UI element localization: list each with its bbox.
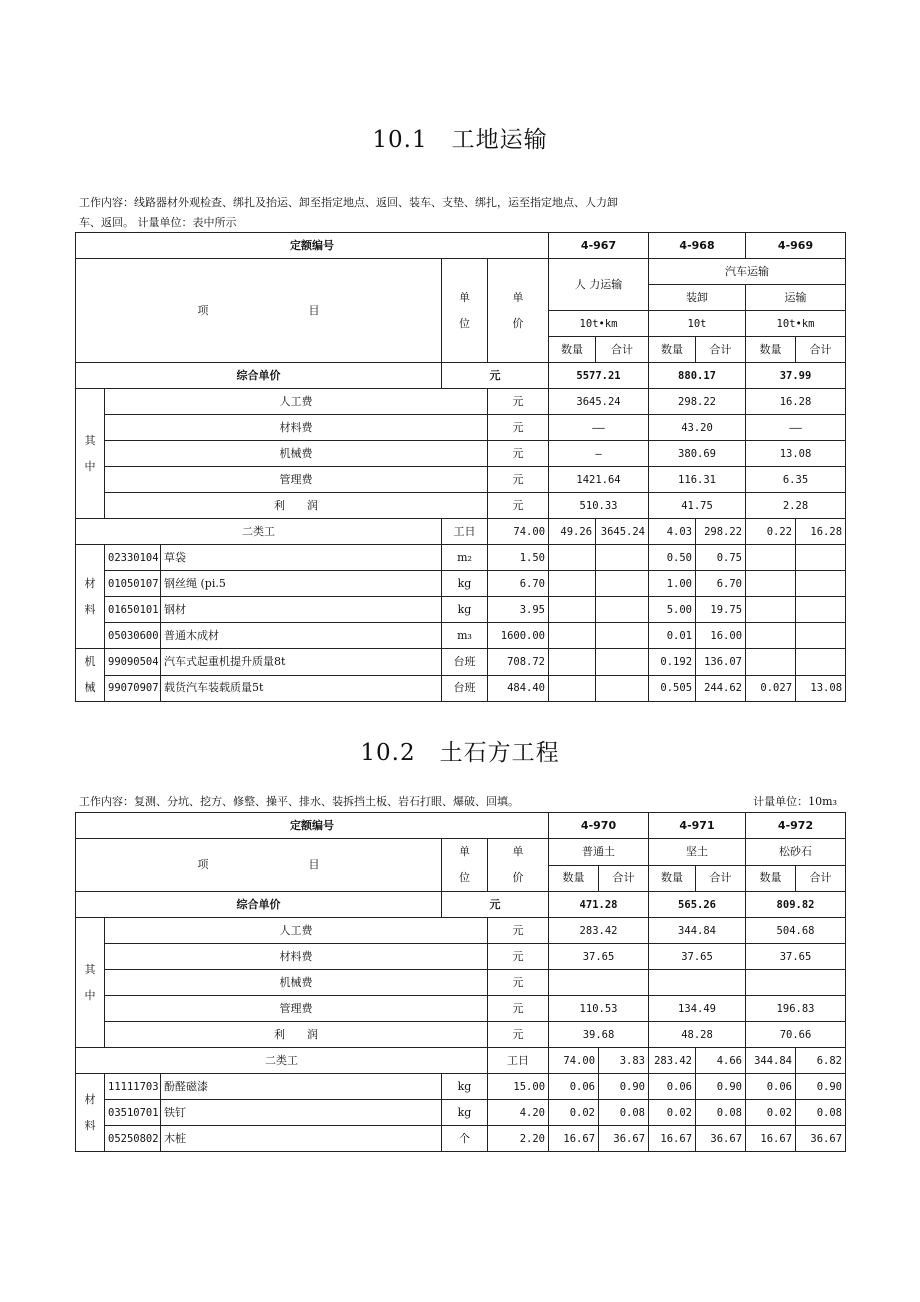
price-header-a: 单 (512, 290, 524, 304)
cost-col1: 3645.24 (549, 389, 649, 415)
cost-label: 人工费 (105, 918, 488, 944)
sum-header: 合计 (596, 337, 649, 363)
material-sum-1: 0.08 (599, 1100, 649, 1126)
machinery-label (76, 649, 105, 702)
machine-code: 99070907 (105, 675, 161, 702)
machine-sum-2: 136.07 (696, 649, 746, 676)
sum-header: 合计 (796, 337, 846, 363)
material-qty-1 (549, 597, 596, 623)
cost-label: 利 润 (105, 1022, 488, 1048)
item-header: 项 目 (76, 259, 442, 363)
unit-col2: 10t (649, 311, 746, 337)
material-qty-3: 0.06 (746, 1074, 796, 1100)
qty-header: 数量 (549, 337, 596, 363)
item-header: 项 目 (76, 839, 442, 892)
cost-col3: 70.66 (746, 1022, 846, 1048)
machine-sum-2: 244.62 (696, 675, 746, 702)
material-sum-3 (796, 623, 846, 649)
labor-label: 二类工 (76, 519, 442, 545)
quota-code-header: 定额编号 (76, 813, 549, 839)
machine-qty-2: 0.192 (649, 649, 696, 676)
cost-col3: 16.28 (746, 389, 846, 415)
labor-price: 74.00 (488, 519, 549, 545)
material-name: 钢材 (161, 597, 442, 623)
machine-unit: 台班 (442, 649, 488, 676)
machine-qty-2: 0.505 (649, 675, 696, 702)
labor-qty-3: 0.22 (746, 519, 796, 545)
material-sum-2: 6.70 (696, 571, 746, 597)
material-sum-3 (796, 597, 846, 623)
machinery-label-a: 机 (84, 655, 96, 668)
cost-col2 (649, 970, 746, 996)
quota-code-header: 定额编号 (76, 233, 549, 259)
machine-sum-3 (796, 649, 846, 676)
material-qty-1 (549, 545, 596, 571)
total-price-col3: 37.99 (746, 363, 846, 389)
labor-sum-3: 16.28 (796, 519, 846, 545)
transport-header: 运输 (746, 285, 846, 311)
material-sum-2: 19.75 (696, 597, 746, 623)
machine-code: 99090504 (105, 649, 161, 676)
labor-qty-3: 6.82 (796, 1048, 846, 1074)
of-which-b: 中 (84, 459, 96, 473)
cost-label: 材料费 (105, 944, 488, 970)
material-name: 酚醛磁漆 (161, 1074, 442, 1100)
unit-col3: 10t•km (746, 311, 846, 337)
section-title-transport: 10.1 工地运输 (372, 127, 548, 153)
material-price: 2.20 (488, 1126, 549, 1152)
machine-qty-3 (746, 649, 796, 676)
machine-price: 484.40 (488, 675, 549, 702)
loading-header: 装卸 (649, 285, 746, 311)
of-which-a: 其 (84, 433, 96, 447)
quota-code-col2: 4-968 (649, 233, 746, 259)
material-sum-1 (596, 571, 649, 597)
truck-transport-header: 汽车运输 (649, 259, 846, 285)
price-header-a: 单 (512, 845, 524, 858)
cost-col2: 37.65 (649, 944, 746, 970)
machine-qty-1 (549, 675, 596, 702)
material-qty-3 (746, 623, 796, 649)
cost-col1: 39.68 (549, 1022, 649, 1048)
cost-unit: 元 (488, 493, 549, 519)
material-name: 钢丝绳 (pi.5 (161, 571, 442, 597)
labor-qty-1: 3.83 (599, 1048, 649, 1074)
of-which-label (76, 918, 105, 1048)
cost-col2: 380.69 (649, 441, 746, 467)
material-sum-1 (596, 597, 649, 623)
total-price-unit: 元 (442, 363, 549, 389)
material-price: 6.70 (488, 571, 549, 597)
total-price-label: 综合单价 (76, 892, 442, 918)
cost-label: 管理费 (105, 467, 488, 493)
quota-code-col1: 4-970 (549, 813, 649, 839)
cost-label: 材料费 (105, 415, 488, 441)
soil-type-3: 松砂石 (746, 839, 846, 866)
cost-col3: 6.35 (746, 467, 846, 493)
total-price-unit: 元 (442, 892, 549, 918)
of-which-a: 其 (84, 962, 96, 976)
materials-label-b: 料 (84, 1118, 96, 1132)
labor-qty-2: 4.03 (649, 519, 696, 545)
cost-col2: 298.22 (649, 389, 746, 415)
labor-unit: 工日 (442, 519, 488, 545)
material-unit: kg (442, 1100, 488, 1126)
labor-label: 二类工 (76, 1048, 488, 1074)
material-sum-1: 36.67 (599, 1126, 649, 1152)
work-content-line-2: 车、返回。 计量单位：表中所示 (79, 216, 237, 229)
total-price-col3: 809.82 (746, 892, 846, 918)
cost-unit: 元 (488, 467, 549, 493)
cost-col3: 504.68 (746, 918, 846, 944)
measure-unit-earthwork: 计量单位：10m₃ (753, 795, 837, 808)
cost-col2: 344.84 (649, 918, 746, 944)
material-qty-1: 0.06 (549, 1074, 599, 1100)
cost-col3: 2.28 (746, 493, 846, 519)
labor-sum-1: 283.42 (649, 1048, 696, 1074)
total-price-col2: 880.17 (649, 363, 746, 389)
work-content-line-1: 工作内容：线路器材外观检查、绑扎及抬运、卸至指定地点、返回、装车、支垫、绑扎，运至指定地点、人力卸 (79, 196, 618, 209)
sum-header: 合计 (796, 865, 846, 892)
material-qty-2: 0.06 (649, 1074, 696, 1100)
cost-label: 机械费 (105, 970, 488, 996)
material-qty-3: 0.02 (746, 1100, 796, 1126)
material-sum-2: 0.08 (696, 1100, 746, 1126)
materials-label-a: 材 (84, 1092, 96, 1106)
machinery-label-b: 械 (84, 681, 96, 694)
material-qty-1 (549, 623, 596, 649)
cost-col2: 134.49 (649, 996, 746, 1022)
cost-col1: 283.42 (549, 918, 649, 944)
material-sum-2: 36.67 (696, 1126, 746, 1152)
cost-col2: 48.28 (649, 1022, 746, 1048)
price-header-b: 价 (512, 871, 524, 884)
machine-name: 载货汽车装载质量5t (161, 675, 442, 702)
machine-unit: 台班 (442, 675, 488, 702)
soil-type-2: 坚土 (649, 839, 746, 866)
total-price-label: 综合单价 (76, 363, 442, 389)
cost-col1: 110.53 (549, 996, 649, 1022)
material-qty-3: 16.67 (746, 1126, 796, 1152)
total-price-col1: 5577.21 (549, 363, 649, 389)
unit-header (442, 259, 488, 363)
material-sum-3 (796, 571, 846, 597)
cost-col1: —— (549, 415, 649, 441)
material-unit: kg (442, 571, 488, 597)
quota-code-col2: 4-971 (649, 813, 746, 839)
cost-col3: 13.08 (746, 441, 846, 467)
material-sum-3: 0.08 (796, 1100, 846, 1126)
material-code: 01050107 (105, 571, 161, 597)
cost-col3: —— (746, 415, 846, 441)
material-name: 铁钉 (161, 1100, 442, 1126)
cost-col2: 116.31 (649, 467, 746, 493)
manual-transport-header: 人 力运输 (549, 259, 649, 311)
material-price: 3.95 (488, 597, 549, 623)
material-name: 普通木成材 (161, 623, 442, 649)
machine-price: 708.72 (488, 649, 549, 676)
materials-label-b: 料 (84, 602, 96, 616)
material-qty-2: 1.00 (649, 571, 696, 597)
machine-sum-3: 13.08 (796, 675, 846, 702)
cost-col1: 510.33 (549, 493, 649, 519)
material-price: 15.00 (488, 1074, 549, 1100)
qty-header: 数量 (549, 865, 599, 892)
material-qty-2: 0.01 (649, 623, 696, 649)
material-qty-1: 16.67 (549, 1126, 599, 1152)
sum-header: 合计 (696, 337, 746, 363)
material-sum-1 (596, 623, 649, 649)
work-content-transport (79, 193, 618, 233)
material-sum-1: 0.90 (599, 1074, 649, 1100)
sum-header: 合计 (696, 865, 746, 892)
labor-price: 74.00 (549, 1048, 599, 1074)
price-header (488, 839, 549, 892)
material-price: 4.20 (488, 1100, 549, 1126)
materials-label (76, 1074, 105, 1152)
machine-name: 汽车式起重机提升质量8t (161, 649, 442, 676)
unit-header-a: 单 (459, 845, 470, 858)
material-qty-3 (746, 571, 796, 597)
cost-unit: 元 (488, 415, 549, 441)
unit-header-b: 位 (459, 871, 470, 884)
cost-unit: 元 (488, 441, 549, 467)
material-code: 01650101 (105, 597, 161, 623)
cost-unit: 元 (488, 389, 549, 415)
cost-col3: 37.65 (746, 944, 846, 970)
soil-type-1: 普通土 (549, 839, 649, 866)
material-sum-3: 36.67 (796, 1126, 846, 1152)
material-qty-2: 16.67 (649, 1126, 696, 1152)
cost-unit: 元 (488, 944, 549, 970)
machine-qty-3: 0.027 (746, 675, 796, 702)
qty-header: 数量 (746, 865, 796, 892)
material-qty-2: 0.50 (649, 545, 696, 571)
material-code: 02330104 (105, 545, 161, 571)
labor-qty-1: 49.26 (549, 519, 596, 545)
cost-unit: 元 (488, 970, 549, 996)
labor-sum-2: 344.84 (746, 1048, 796, 1074)
price-header-b: 价 (512, 316, 524, 330)
earthwork-quota-table (75, 812, 846, 1152)
material-price: 1.50 (488, 545, 549, 571)
material-sum-2: 16.00 (696, 623, 746, 649)
quota-code-col3: 4-972 (746, 813, 846, 839)
unit-header-a: 单 (459, 290, 470, 304)
total-price-col2: 565.26 (649, 892, 746, 918)
material-qty-2: 5.00 (649, 597, 696, 623)
quota-code-col3: 4-969 (746, 233, 846, 259)
qty-header: 数量 (649, 865, 696, 892)
machine-qty-1 (549, 649, 596, 676)
materials-label-a: 材 (84, 576, 96, 590)
material-unit: m₃ (442, 623, 488, 649)
cost-col1: 1421.64 (549, 467, 649, 493)
labor-sum-2: 298.22 (696, 519, 746, 545)
of-which-label (76, 389, 105, 519)
material-sum-1 (596, 545, 649, 571)
unit-header-b: 位 (459, 316, 470, 330)
qty-header: 数量 (649, 337, 696, 363)
cost-col2: 41.75 (649, 493, 746, 519)
material-sum-3: 0.90 (796, 1074, 846, 1100)
cost-label: 机械费 (105, 441, 488, 467)
machine-sum-1 (596, 649, 649, 676)
work-content-earthwork: 工作内容：复测、分坑、挖方、修整、操平、排水、装拆挡土板、岩石打眼、爆破、回填。 (79, 795, 519, 808)
materials-label (76, 545, 105, 649)
of-which-b: 中 (84, 988, 96, 1002)
section-title-earthwork: 10.2 土石方工程 (360, 740, 560, 766)
material-code: 03510701 (105, 1100, 161, 1126)
sum-header: 合计 (599, 865, 649, 892)
labor-qty-2: 4.66 (696, 1048, 746, 1074)
material-sum-3 (796, 545, 846, 571)
cost-col3 (746, 970, 846, 996)
cost-label: 利 润 (105, 493, 488, 519)
cost-col1: — (549, 441, 649, 467)
machine-sum-1 (596, 675, 649, 702)
material-unit: 个 (442, 1126, 488, 1152)
total-price-col1: 471.28 (549, 892, 649, 918)
material-unit: kg (442, 597, 488, 623)
cost-col3: 196.83 (746, 996, 846, 1022)
qty-header: 数量 (746, 337, 796, 363)
cost-col2: 43.20 (649, 415, 746, 441)
material-unit: m₂ (442, 545, 488, 571)
material-code: 05030600 (105, 623, 161, 649)
cost-label: 管理费 (105, 996, 488, 1022)
cost-label: 人工费 (105, 389, 488, 415)
cost-unit: 元 (488, 996, 549, 1022)
transport-quota-table (75, 232, 846, 702)
labor-unit: 工日 (488, 1048, 549, 1074)
material-unit: kg (442, 1074, 488, 1100)
cost-unit: 元 (488, 918, 549, 944)
material-qty-1 (549, 571, 596, 597)
material-qty-3 (746, 597, 796, 623)
material-qty-2: 0.02 (649, 1100, 696, 1126)
material-name: 木桩 (161, 1126, 442, 1152)
material-code: 11111703 (105, 1074, 161, 1100)
labor-sum-1: 3645.24 (596, 519, 649, 545)
material-sum-2: 0.90 (696, 1074, 746, 1100)
material-code: 05250802 (105, 1126, 161, 1152)
material-price: 1600.00 (488, 623, 549, 649)
unit-col1: 10t•km (549, 311, 649, 337)
price-header (488, 259, 549, 363)
cost-col1: 37.65 (549, 944, 649, 970)
cost-unit: 元 (488, 1022, 549, 1048)
quota-code-col1: 4-967 (549, 233, 649, 259)
material-sum-2: 0.75 (696, 545, 746, 571)
unit-header (442, 839, 488, 892)
material-qty-1: 0.02 (549, 1100, 599, 1126)
cost-col1 (549, 970, 649, 996)
material-name: 草袋 (161, 545, 442, 571)
material-qty-3 (746, 545, 796, 571)
